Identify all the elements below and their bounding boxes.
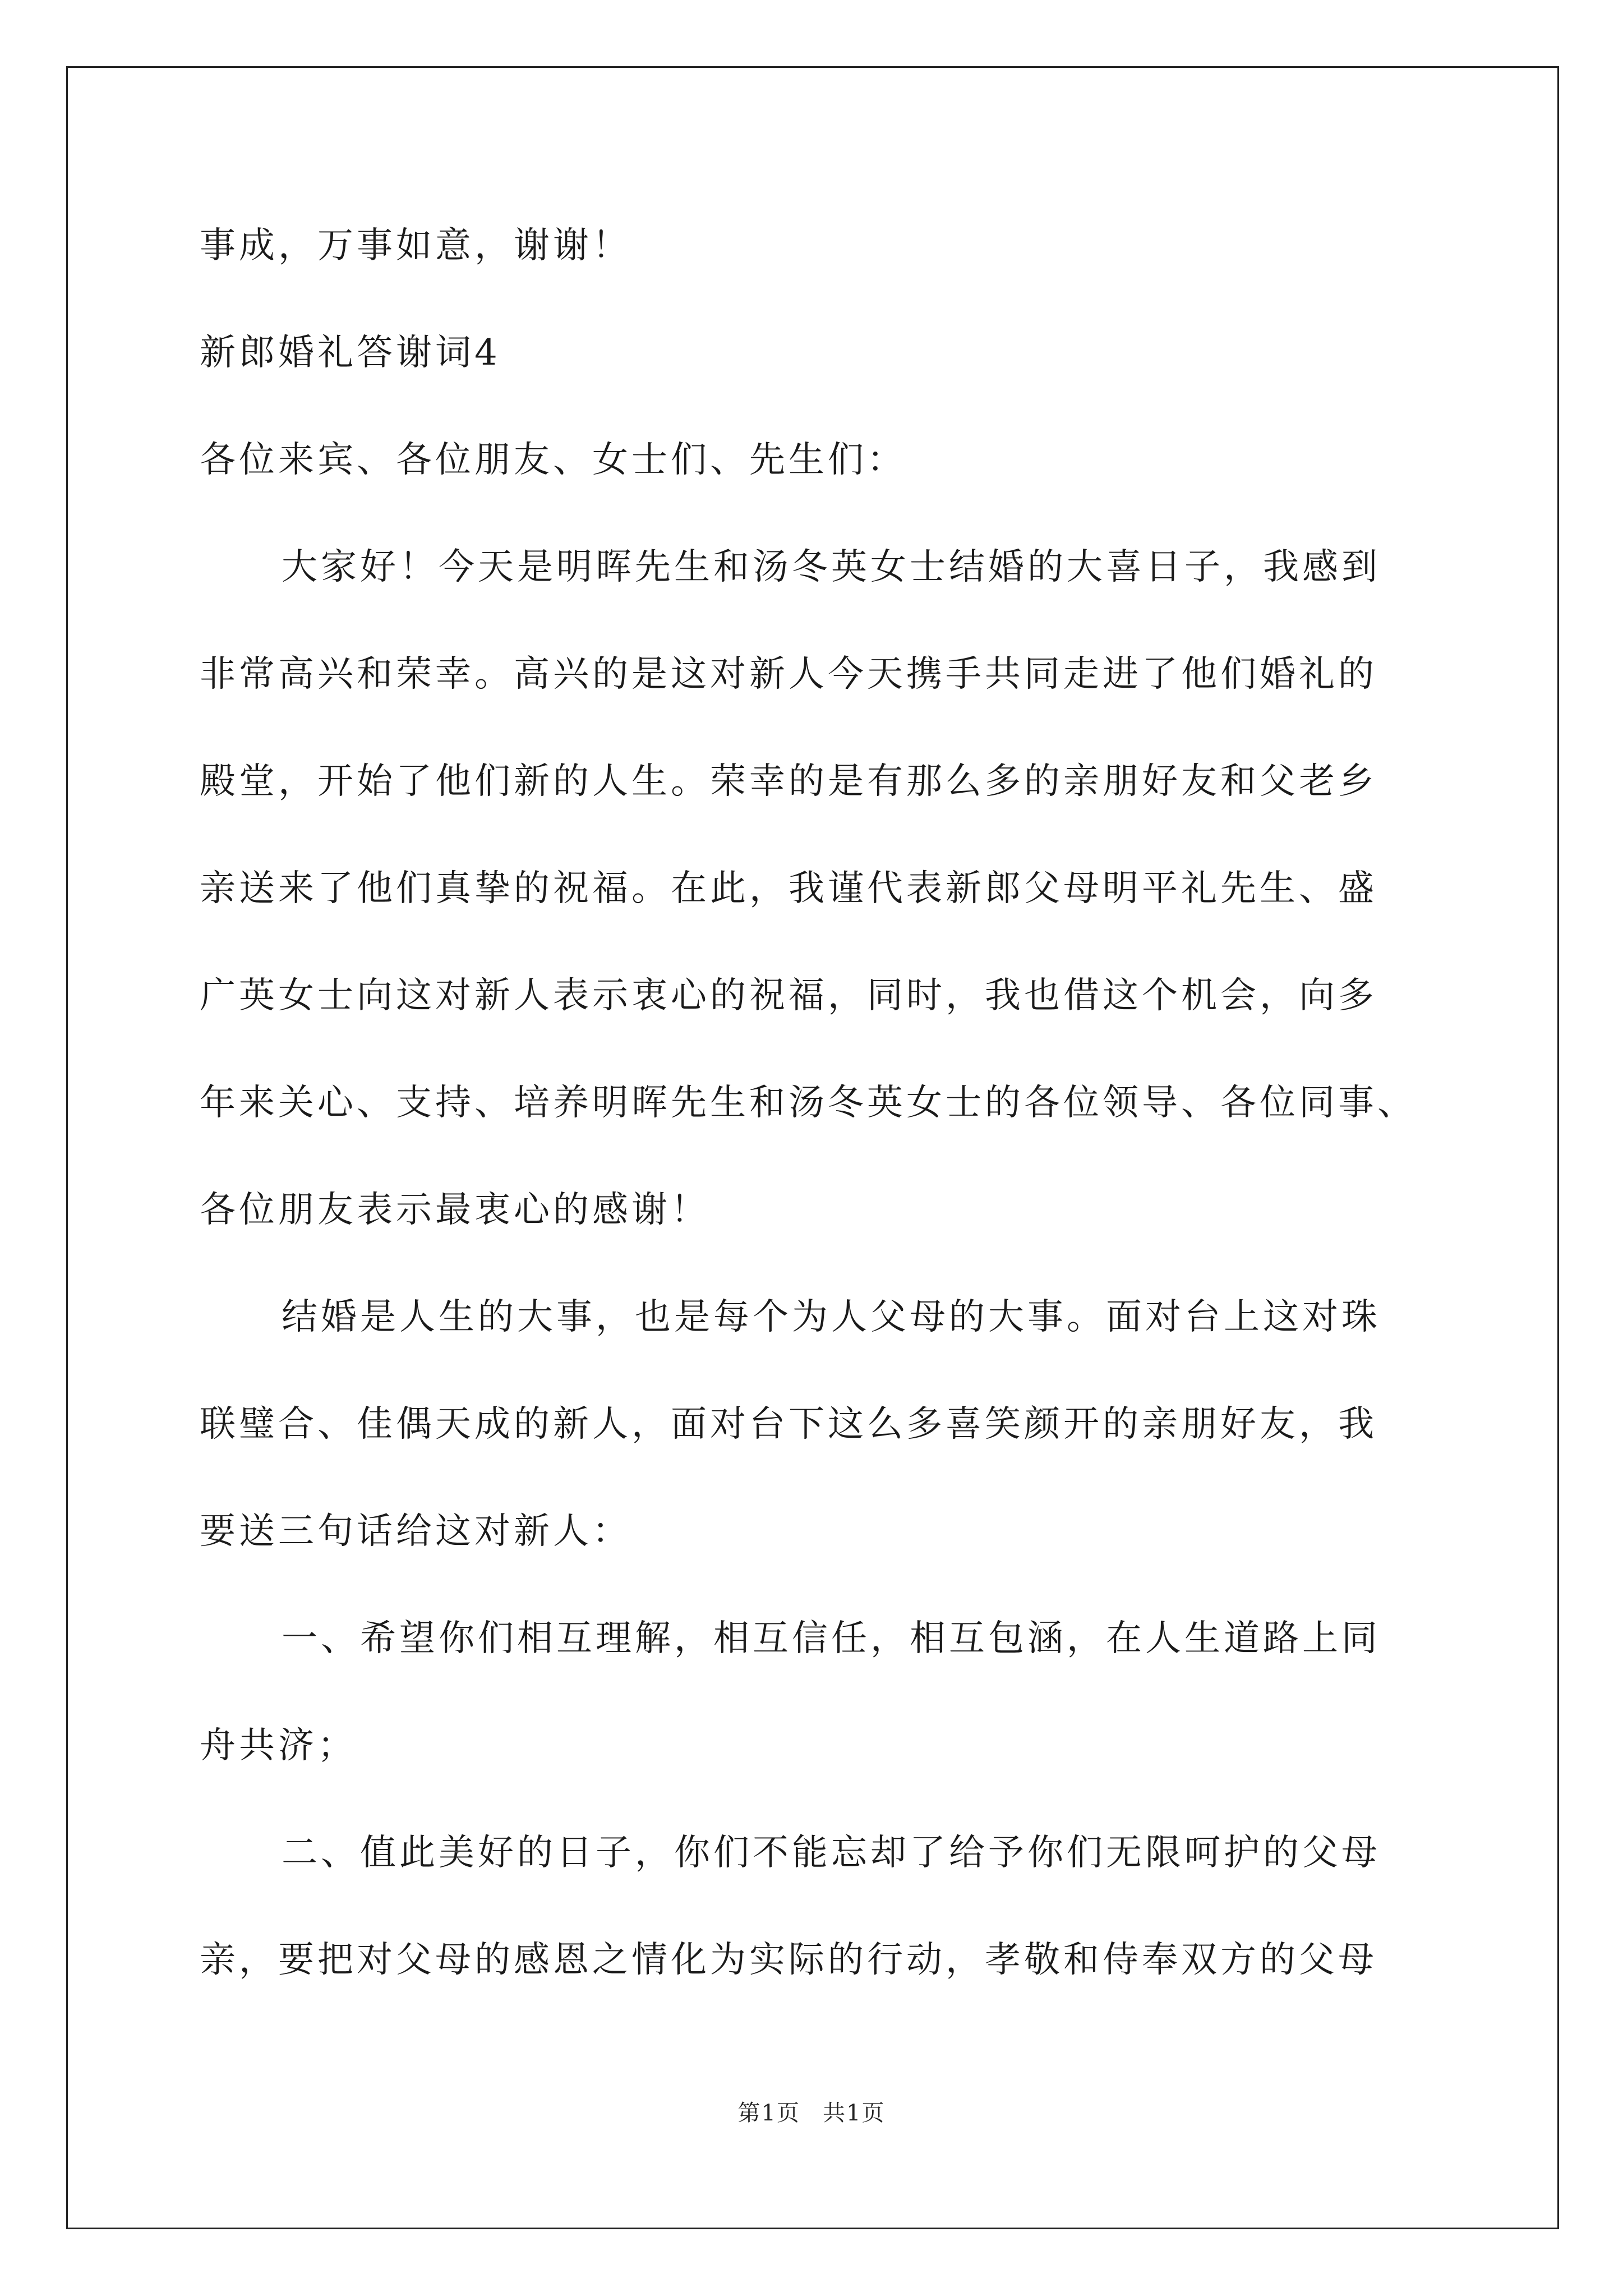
text-line: 非常高兴和荣幸。高兴的是这对新人今天携手共同走进了他们婚礼的 — [200, 654, 1377, 695]
text-line: 要送三句话给这对新人： — [200, 1511, 631, 1552]
text-line: 亲，要把对父母的感恩之情化为实际的行动，孝敬和侍奉双方的父母 — [200, 1939, 1377, 1981]
text-line: 各位朋友表示最衷心的感谢！ — [200, 1189, 710, 1231]
text-line: 亲送来了他们真挚的祝福。在此，我谨代表新郎父母明平礼先生、盛 — [200, 868, 1377, 909]
text-line: 殿堂，开始了他们新的人生。荣幸的是有那么多的亲朋好友和父老乡 — [200, 761, 1377, 802]
page-border — [66, 66, 1559, 2229]
salutation-line: 各位来宾、各位朋友、女士们、先生们： — [200, 439, 906, 481]
text-line: 年来关心、支持、培养明晖先生和汤冬英女士的各位领导、各位同事、 — [200, 1082, 1417, 1124]
page-total: 共1页 — [823, 2100, 886, 2126]
text-line: 广英女士向这对新人表示衷心的祝福，同时，我也借这个机会，向多 — [200, 975, 1377, 1016]
page-number: 第1页 — [737, 2100, 800, 2126]
page-footer — [0, 2099, 1623, 2127]
text-line: 二、值此美好的日子，你们不能忘却了给予你们无限呵护的父母 — [282, 1832, 1381, 1874]
section-title: 新郎婚礼答谢词4 — [200, 332, 501, 374]
text-line: 事成，万事如意，谢谢！ — [200, 225, 631, 266]
text-line: 联璧合、佳偶天成的新人，面对台下这么多喜笑颜开的亲朋好友，我 — [200, 1404, 1377, 1445]
text-line: 结婚是人生的大事，也是每个为人父母的大事。面对台上这对珠 — [282, 1296, 1381, 1338]
text-line: 一、希望你们相互理解，相互信任，相互包涵，在人生道路上同 — [282, 1618, 1381, 1659]
text-line: 大家好！今天是明晖先生和汤冬英女士结婚的大喜日子，我感到 — [282, 546, 1381, 588]
text-line: 舟共济； — [200, 1725, 357, 1766]
